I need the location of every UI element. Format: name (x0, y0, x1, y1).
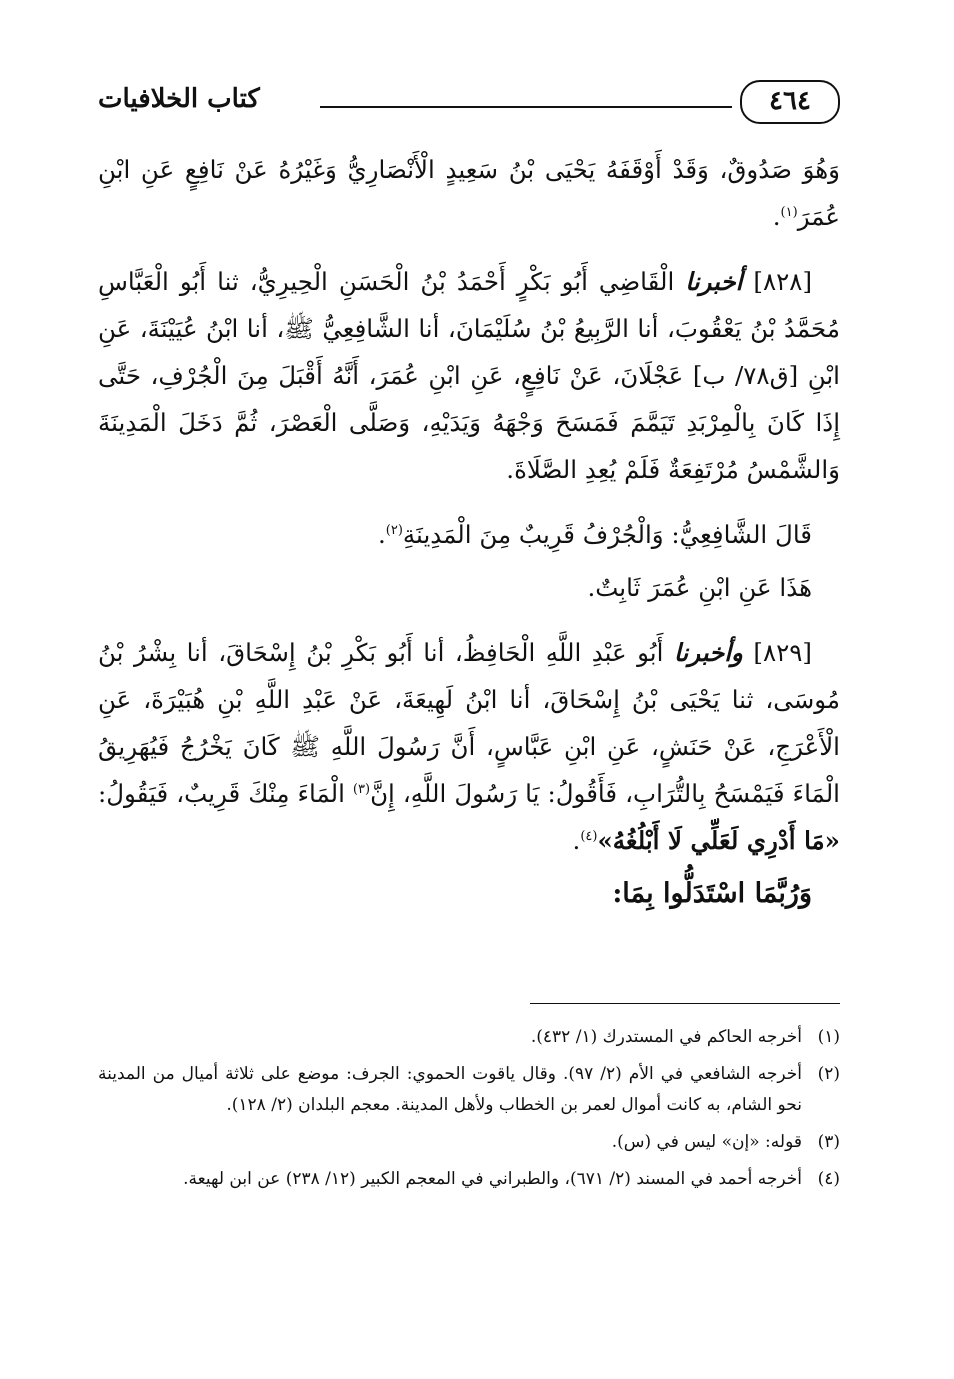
hadith-829-text-a: أَبُو عَبْدِ اللَّهِ الْحَافِظُ، أنا أَبُو بَكْرِ بْنُ إِسْحَاقَ، أنا بِشْرُ بْنُ مُوسَى، ثنا يَحْيَى بْنُ إِسْحَاقَ، أنا ابْنُ لَهِيعَةَ، عَنْ عَبْدِ اللَّهِ بْنِ هُبَيْرَةَ، عَنِ الْأَعْرَجِ، عَنْ حَنَشٍ، عَنِ ابْنِ عَبَّاسٍ، أَنَّ رَسُولَ اللَّهِ ﷺ كَانَ يَخْرُجُ فَيُهَرِيقُ الْمَاءَ فَيَمْسَحُ بِالتُّرَابِ، فَأَقُولُ: يَا رَسُولَ اللَّهِ، إِنَّ (98, 638, 840, 808)
paragraph-1 (98, 146, 840, 240)
footnote-number: (١) (817, 1027, 840, 1047)
footnote-text: أخرجه أحمد في المسند (٢/ ٦٧١)، والطبراني في المعجم الكبير (١٢/ ٢٣٨) عن ابن لهيعة. (183, 1169, 802, 1189)
footnote-number: (٤) (817, 1169, 840, 1189)
footnote-ref-3[interactable]: (٣) (352, 781, 371, 797)
hadith-829-end: . (572, 826, 581, 855)
section-heading (98, 870, 840, 917)
hadith-828 (98, 258, 840, 493)
hadith-number-829: [٨٢٩] (753, 638, 812, 667)
header-rule (320, 106, 732, 108)
footnote-item (98, 1164, 840, 1195)
hadith-829-text-b: الْمَاءَ مِنْكَ قَرِيبٌ، فَيَقُولُ: (98, 779, 345, 808)
hadith-828-text: الْقَاضِي أَبُو بَكْرٍ أَحْمَدُ بْنُ الْحَسَنِ الْحِيرِيُّ، ثنا أَبُو الْعَبَّاسِ مُحَمَّدُ بْنُ يَعْقُوبَ، أنا الرَّبِيعُ بْنُ سُلَيْمَانَ، أنا الشَّافِعِيُّ ﷺ، أنا ابْنُ عُيَيْنَةَ، عَنِ ابْنِ [ق٧٨/ ب] عَجْلَانَ، عَنْ نَافِعٍ، عَنِ ابْنِ عُمَرَ، أَنَّهُ أَقْبَلَ مِنَ الْجُرْفِ، حَتَّى إِذَا كَانَ بِالْمِرْبَدِ تَيَمَّمَ فَمَسَحَ وَجْهَهُ وَيَدَيْهِ، وَصَلَّى الْعَصْرَ، ثُمَّ دَخَلَ الْمَدِينَةَ وَالشَّمْسُ مُرْتَفِعَةٌ فَلَمْ يُعِدِ الصَّلَاةَ. (98, 267, 840, 484)
footnote-number: (٢) (817, 1064, 840, 1084)
paragraph-1-end: . (772, 202, 781, 231)
hadith-number-828: [٨٢٨] (753, 267, 812, 296)
footnote-item (98, 1127, 840, 1158)
paragraph-thabit (98, 564, 840, 611)
footnote-item (98, 1022, 840, 1053)
running-header (98, 80, 840, 132)
section-heading-text: وَرُبَّمَا اسْتَدَلُّوا بِمَا: (612, 878, 812, 909)
footnote-ref-4[interactable]: (٤) (580, 828, 598, 844)
footnote-text: أخرجه الحاكم في المستدرك (١/ ٤٣٢). (530, 1027, 802, 1047)
main-text (98, 146, 840, 935)
hadith-829-lead: وأخبرنا (673, 638, 743, 667)
footnote-text: قوله: «إن» ليس في (س). (611, 1132, 802, 1152)
footnote-number: (٣) (817, 1132, 840, 1152)
hadith-829 (98, 629, 840, 864)
paragraph-1-text: وَهُوَ صَدُوقٌ، وَقَدْ أَوْقَفَهُ يَحْيَى بْنُ سَعِيدٍ الْأَنْصَارِيُّ وَغَيْرُهُ عَنْ نَافِعٍ عَنِ ابْنِ عُمَرَ (98, 155, 840, 231)
footnote-item (98, 1059, 840, 1121)
footnote-text: أخرجه الشافعي في الأم (٢/ ٩٧). وقال ياقوت الحموي: الجرف: موضع على ثلاثة أميال من المدينة نحو الشام، به كانت أموال لعمر بن الخطاب ولأهل المدينة. معجم البلدان (٢/ ١٢٨). (98, 1064, 803, 1115)
paragraph-shafii (98, 511, 840, 558)
paragraph-shafii-end: . (377, 520, 386, 549)
footnote-ref-2[interactable]: (٢) (385, 522, 403, 538)
hadith-828-lead: أخبرنا (685, 267, 743, 296)
footnote-ref-1[interactable]: (١) (780, 204, 798, 220)
book-title: كتاب الخلافيات (98, 84, 260, 114)
hadith-829-quote: «مَا أَدْرِي لَعَلِّي لَا أَبْلُغُهُ» (597, 826, 840, 855)
footnote-separator (530, 1003, 840, 1004)
paragraph-shafii-text: قَالَ الشَّافِعِيُّ: وَالْجُرْفُ قَرِيبٌ مِنَ الْمَدِينَةِ (402, 520, 812, 549)
footnotes (98, 1022, 840, 1201)
paragraph-thabit-text: هَذَا عَنِ ابْنِ عُمَرَ ثَابِتٌ. (587, 573, 812, 602)
page-number-badge (740, 80, 840, 124)
page-number: ٤٦٤ (769, 86, 811, 116)
